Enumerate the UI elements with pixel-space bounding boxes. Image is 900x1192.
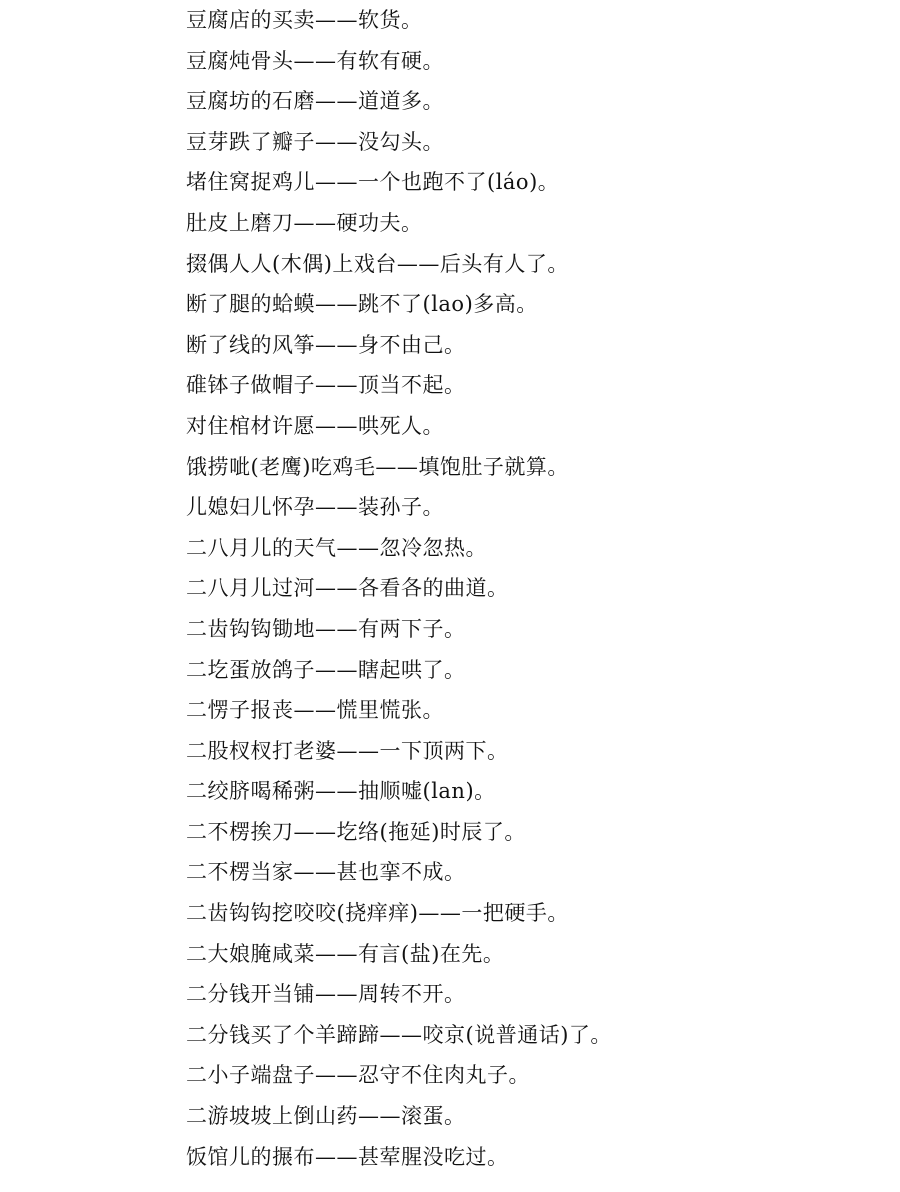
text-line: 二愣子报丧——慌里慌张。: [186, 698, 444, 723]
text-line: 二八月儿过河——各看各的曲道。: [186, 576, 509, 601]
text-line: 二圪蛋放鸽子——瞎起哄了。: [186, 657, 466, 682]
text-line: 堵住窝捉鸡儿——一个也跑不了(láo)。: [186, 170, 560, 195]
text-line: 儿媳妇儿怀孕——装孙子。: [186, 495, 444, 520]
text-line: 二不楞当家——甚也挛不成。: [186, 860, 466, 885]
text-line: 饭馆儿的搌布——甚荤腥没吃过。: [186, 1144, 509, 1169]
text-line: 二股杈杈打老婆——一下顶两下。: [186, 738, 509, 763]
text-line: 二分钱开当铺——周转不开。: [186, 982, 466, 1007]
text-line: 断了线的风筝——身不由己。: [186, 332, 466, 357]
text-line: 二分钱买了个羊蹄蹄——咬京(说普通话)了。: [186, 1022, 612, 1047]
text-line: 二大娘腌咸菜——有言(盐)在先。: [186, 941, 505, 966]
text-line: 二游坡坡上倒山药——滚蛋。: [186, 1104, 466, 1129]
text-line: 二八月儿的天气——忽冷忽热。: [186, 535, 487, 560]
text-line: 肚皮上磨刀——硬功夫。: [186, 210, 423, 235]
text-line: 断了腿的蛤蟆——跳不了(lao)多高。: [186, 292, 538, 317]
text-line: 二不楞挨刀——圪络(拖延)时辰了。: [186, 819, 526, 844]
text-line: 豆腐炖骨头——有软有硬。: [186, 48, 444, 73]
text-line: 二小子端盘子——忍守不住肉丸子。: [186, 1063, 530, 1088]
text-line: 豆腐坊的石磨——道道多。: [186, 89, 444, 114]
text-line: 二齿钩钩锄地——有两下子。: [186, 616, 466, 641]
text-line: 饿捞呲(老鹰)吃鸡毛——填饱肚子就算。: [186, 454, 569, 479]
text-line: 掇偶人人(木偶)上戏台——后头有人了。: [186, 251, 569, 276]
text-line: 二齿钩钩挖咬咬(挠痒痒)——一把硬手。: [186, 901, 569, 926]
text-line: 豆腐店的买卖——软货。: [186, 8, 423, 32]
text-line: 豆芽跌了瓣子——没勾头。: [186, 129, 444, 154]
text-line: 对住棺材许愿——哄死人。: [186, 413, 444, 438]
text-line: 二绞脐喝稀粥——抽顺嘘(lan)。: [186, 779, 496, 804]
xiehouyu-list: [186, 0, 612, 1177]
text-line: 碓钵子做帽子——顶当不起。: [186, 373, 466, 398]
